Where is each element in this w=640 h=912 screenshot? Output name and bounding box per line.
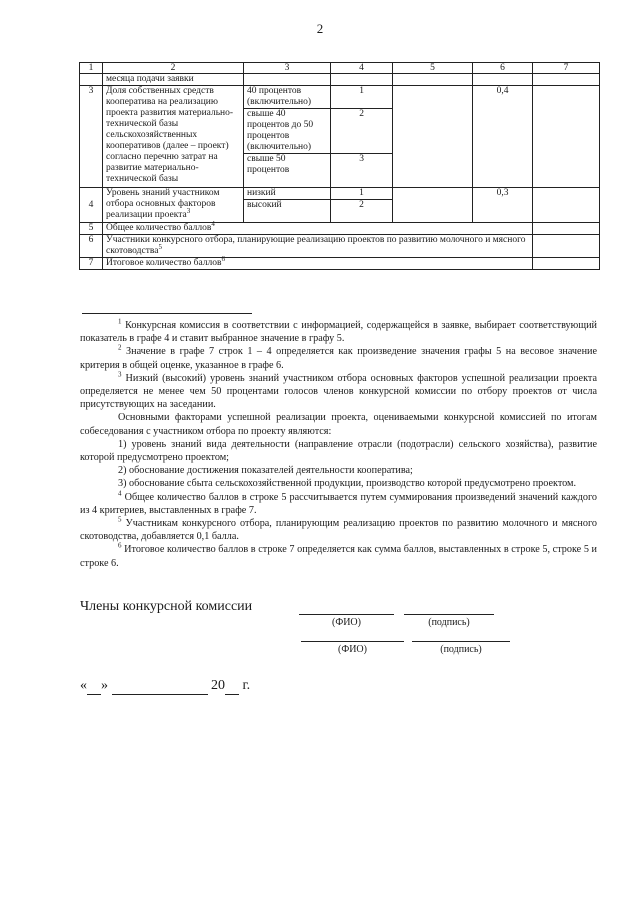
header-cell: 3 — [244, 63, 331, 74]
date-line: « » 20 г. — [80, 678, 251, 693]
footnote-5: $^5$ Участникам конкурсного отбора, планирующим реализацию проектов по развитию молочного и мясного скотоводства, добавляется 0,1 балла. — [80, 515, 597, 543]
header-cell: 1 — [80, 63, 103, 74]
criteria-table — [79, 62, 600, 270]
row-number: 5 — [80, 223, 103, 235]
fio-line-2 — [301, 641, 404, 642]
factor-2: 2) обоснование достижения показателей деятельности кооператива; — [118, 465, 413, 477]
day-blank — [87, 678, 101, 695]
options-subtable — [244, 188, 392, 222]
fio-caption-2: (ФИО) — [337, 644, 367, 655]
footnote-2: $^2$ Значение в графе 7 строк 1 – 4 определяется как произведение значения графы 5 на весовое значение критерия в общей оценке, указанное в графе 6. — [80, 344, 598, 371]
table-row-4 — [80, 188, 600, 223]
fio-caption-1: (ФИО) — [331, 617, 361, 628]
table-row-5 — [80, 223, 600, 235]
factor-1: 1) уровень знаний вида деятельности (направление отрасли (подотрасли) сельского хозяйства), развитие которой предусмотрено проектом; — [80, 438, 597, 464]
option-row — [244, 200, 392, 223]
commission-members-label: Члены конкурсной комиссии — [80, 599, 253, 614]
option-score: 3 — [331, 154, 392, 188]
weight-cell: 0,4 — [473, 86, 533, 188]
factor-3: 3) обоснование сбыта сельскохозяйственной продукции, производство которой предусмотрено проектом. — [118, 478, 577, 490]
options-cell — [244, 86, 393, 188]
option-row — [244, 154, 392, 188]
row-number: 4 — [80, 188, 103, 223]
row-number: 3 — [80, 86, 103, 188]
signature-line-1 — [404, 614, 494, 615]
row-number: 7 — [80, 258, 103, 270]
criterion-cell: Уровень знаний участником отбора основных факторов реализации проекта$^3$ — [103, 188, 244, 223]
options-subtable — [244, 86, 392, 187]
row-number: 6 — [80, 235, 103, 258]
header-cell: 7 — [533, 63, 600, 74]
row-label: Итоговое количество баллов$^6$ — [103, 258, 533, 270]
table-header-row — [80, 63, 600, 74]
option-text: свыше 50 процентов — [247, 154, 290, 175]
option-text: низкий — [244, 188, 331, 200]
footnote-3: $^3$ Низкий (высокий) уровень знаний участником отбора основных факторов успешной реализации проекта определяется не менее чем 50 процентами голосов членов конкурсной комиссии по отбору проектов от числа присутствующих на заседании. — [80, 370, 597, 411]
option-text: 40 процентов (включительно) — [244, 86, 331, 109]
option-score: 2 — [331, 109, 392, 154]
row-label: Общее количество баллов$^4$ — [103, 223, 533, 235]
header-cell: 2 — [103, 63, 244, 74]
table-row-3 — [80, 86, 600, 188]
footnote-1: $^1$ Конкурсная комиссия в соответствии с информацией, содержащейся в заявке, выбирает соответствующий показатель в графе 4 и ставит выбранное значение в графу 5. — [80, 317, 597, 345]
row-label: Участники конкурсного отбора, планирующие реализацию проектов по развитию молочного и мясного скотоводства$^5$ — [103, 235, 533, 258]
factors-intro: Основными факторами успешной реализации проекта, оцениваемыми конкурсной комиссией по итогам собеседования с участником отбора по проекту являются: — [80, 412, 597, 437]
signature-caption-1: (подпись) — [428, 617, 470, 628]
table-row-6 — [80, 235, 600, 258]
option-row — [244, 188, 392, 200]
table-row-7 — [80, 258, 600, 270]
option-score: 1 — [331, 86, 392, 109]
option-score: 1 — [331, 188, 392, 200]
criterion-cell: месяца подачи заявки — [103, 74, 244, 86]
footnotes — [80, 319, 597, 570]
signature-caption-2: (подпись) — [440, 644, 482, 655]
footnote-4: $^4$ Общее количество баллов в строке 5 рассчитывается путем суммирования произведений значений каждого из 4 критериев, выставленных в графе 7. — [80, 489, 598, 516]
signature-line-2 — [412, 641, 510, 642]
year-blank — [225, 678, 239, 695]
footnote-6: $^6$ Итоговое количество баллов в строке 7 определяется как сумма баллов, выставленных в строке 5, строке 5 и строке 6. — [80, 542, 597, 569]
option-row — [244, 109, 392, 154]
header-cell: 5 — [393, 63, 473, 74]
option-row — [244, 86, 392, 109]
header-cell: 4 — [331, 63, 393, 74]
option-score: 2 — [331, 200, 392, 223]
options-cell — [244, 188, 393, 223]
header-cell: 6 — [473, 63, 533, 74]
month-blank — [112, 678, 208, 695]
criterion-cell: Доля собственных средств кооператива на реализацию проекта развития материально-технической базы сельскохозяйственных кооперативов (далее – проект) согласно перечню затрат на развитие материально-технической базы — [103, 86, 244, 188]
option-text: высокий — [247, 200, 282, 210]
option-text: свыше 40 процентов до 50 процентов (включительно) — [244, 109, 331, 154]
footnote-separator — [82, 313, 252, 314]
fio-line-1 — [299, 614, 394, 615]
page-number: 2 — [316, 21, 324, 36]
weight-cell: 0,3 — [473, 188, 533, 223]
table-row-continuation — [80, 74, 600, 86]
